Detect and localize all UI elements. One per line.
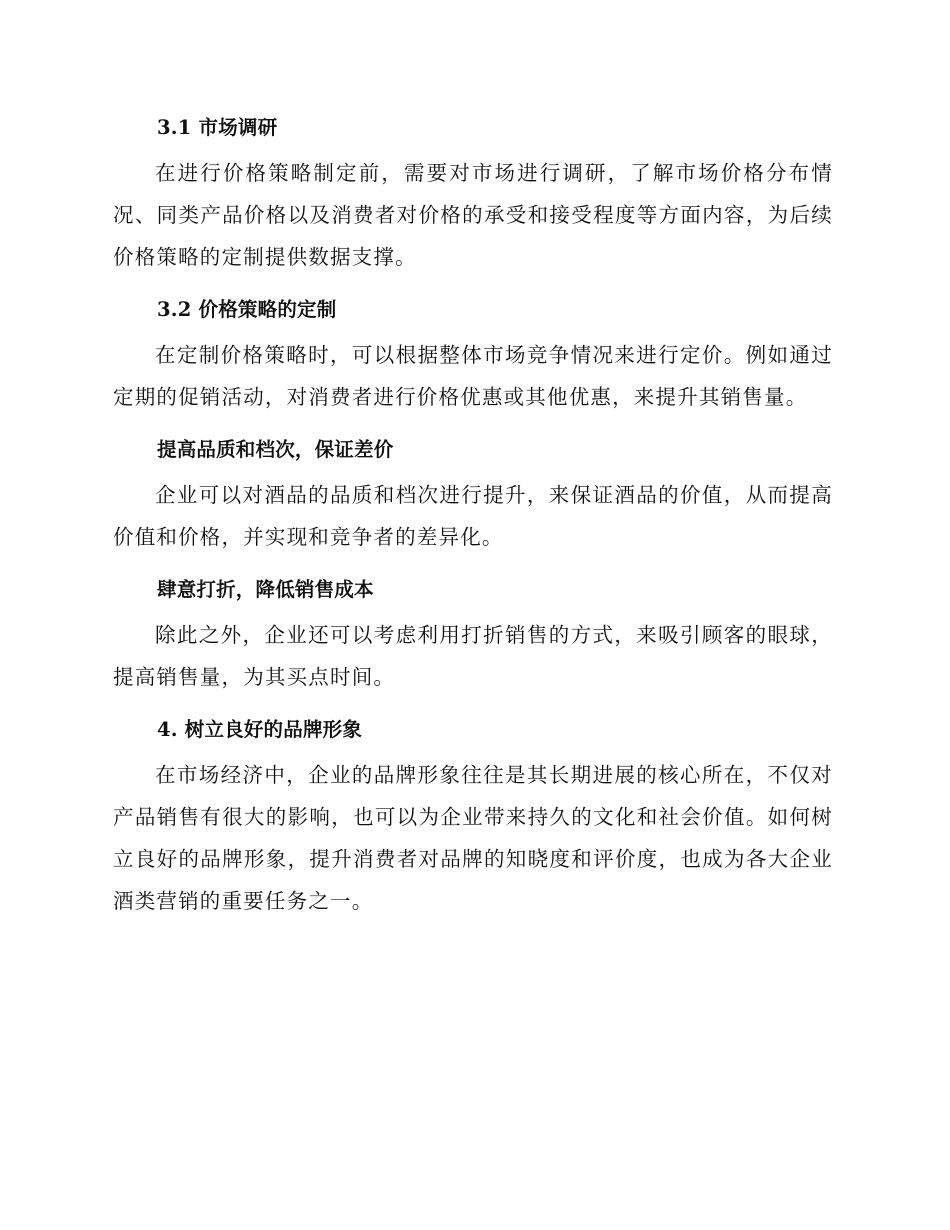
section-paragraph-brand-image: 在市场经济中，企业的品牌形象往往是其长期进展的核心所在，不仅对产品销售有很大的影响，也可以为企业带来持久的文化和社会价值。如何树立良好的品牌形象，提升消费者对品牌的知晓度和评价度，也成为各大企业酒类营销的重要任务之一。 bbox=[113, 763, 833, 913]
document-page bbox=[113, 108, 833, 922]
section-paragraph-pricing-strategy: 在定制价格策略时，可以根据整体市场竞争情况来进行定价。例如通过定期的促销活动，对消费者进行价格优惠或其他优惠，来提升其销售量。 bbox=[113, 343, 833, 409]
section-heading-brand-image: 4. 树立良好的品牌形象 bbox=[157, 718, 363, 741]
section-heading-market-research: 3.1 市场调研 bbox=[157, 116, 278, 139]
section-heading-pricing-strategy: 3.2 价格策略的定制 bbox=[157, 298, 337, 321]
section-paragraph-discounting: 除此之外，企业还可以考虑利用打折销售的方式，来吸引顾客的眼球，提高销售量，为其买点时间。 bbox=[113, 623, 833, 689]
section-heading-discounting: 肆意打折，降低销售成本 bbox=[157, 578, 374, 601]
section-paragraph-market-research: 在进行价格策略制定前，需要对市场进行调研，了解市场价格分布情况、同类产品价格以及消费者对价格的承受和接受程度等方面内容，为后续价格策略的定制提供数据支撑。 bbox=[113, 161, 833, 269]
section-heading-quality-grade: 提高品质和档次，保证差价 bbox=[157, 438, 394, 461]
section-paragraph-quality-grade: 企业可以对酒品的品质和档次进行提升，来保证酒品的价值，从而提高价值和价格，并实现和竞争者的差异化。 bbox=[113, 483, 833, 549]
